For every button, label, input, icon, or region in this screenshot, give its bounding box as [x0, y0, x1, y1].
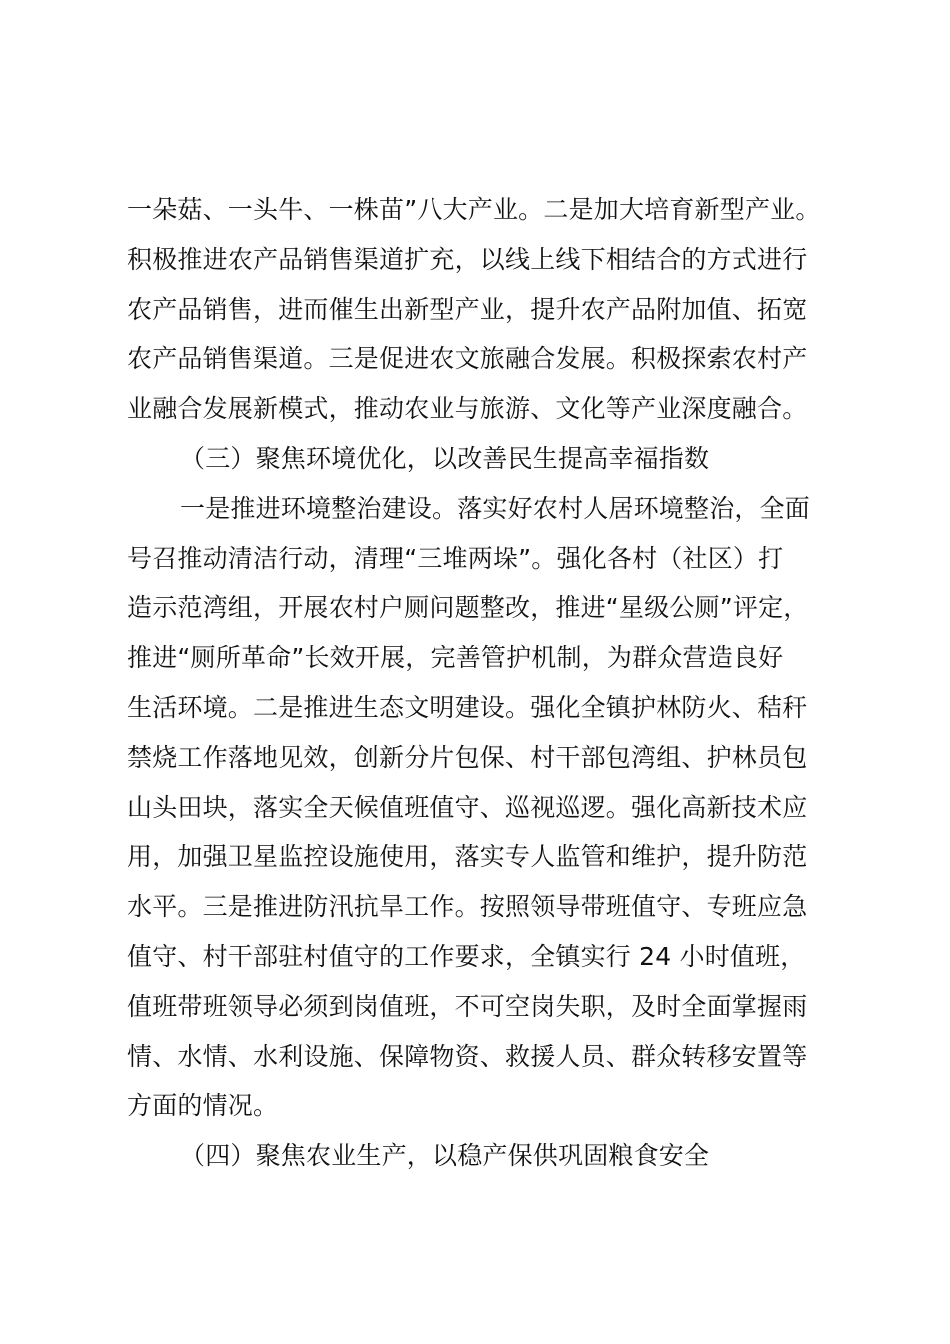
paragraph-line: 农产品销售渠道。三是促进农文旅融合发展。积极探索农村产	[127, 344, 808, 374]
paragraph-line: 水平。三是推进防汛抗旱工作。按照领导带班值守、专班应急	[127, 892, 808, 922]
section-heading: （三）聚焦环境优化，以改善民生提高幸福指数	[180, 443, 710, 473]
paragraph-line: 方面的情况。	[127, 1091, 279, 1121]
paragraph-line: 积极推进农产品销售渠道扩充，以线上线下相结合的方式进行	[127, 244, 808, 274]
body-text	[127, 185, 839, 1181]
paragraph-line: 号召推动清洁行动，清理“三堆两垛”。强化各村（社区）打	[127, 543, 784, 573]
section-heading: （四）聚焦农业生产，以稳产保供巩固粮食安全	[180, 1141, 710, 1171]
paragraph-line: 值班带班领导必须到岗值班，不可空岗失职，及时全面掌握雨	[127, 991, 808, 1021]
paragraph-line: 一是推进环境整治建设。落实好农村人居环境整治，全面	[180, 493, 811, 523]
paragraph-line: 造示范湾组，开展农村户厕问题整改，推进“星级公厕”评定，	[127, 593, 809, 623]
paragraph-line: 值守、村干部驻村值守的工作要求，全镇实行 24 小时值班，	[127, 941, 806, 971]
paragraph-line: 业融合发展新模式，推动农业与旅游、文化等产业深度融合。	[127, 394, 808, 424]
paragraph-line: 一朵菇、一头牛、一株苗”八大产业。二是加大培育新型产业。	[127, 195, 821, 224]
paragraph-line: 情、水情、水利设施、保障物资、救援人员、群众转移安置等	[127, 1041, 808, 1071]
paragraph-line: 推进“厕所革命”长效开展，完善管护机制，为群众营造良好	[127, 643, 784, 673]
paragraph-line: 禁烧工作落地见效，创新分片包保、村干部包湾组、护林员包	[127, 742, 808, 772]
paragraph-line: 生活环境。二是推进生态文明建设。强化全镇护林防火、秸秆	[127, 692, 808, 722]
paragraph-line: 用，加强卫星监控设施使用，落实专人监管和维护，提升防范	[127, 842, 808, 872]
paragraph-line: 农产品销售，进而催生出新型产业，提升农产品附加值、拓宽	[127, 294, 808, 324]
paragraph-line: 山头田块，落实全天候值班值守、巡视巡逻。强化高新技术应	[127, 792, 808, 822]
